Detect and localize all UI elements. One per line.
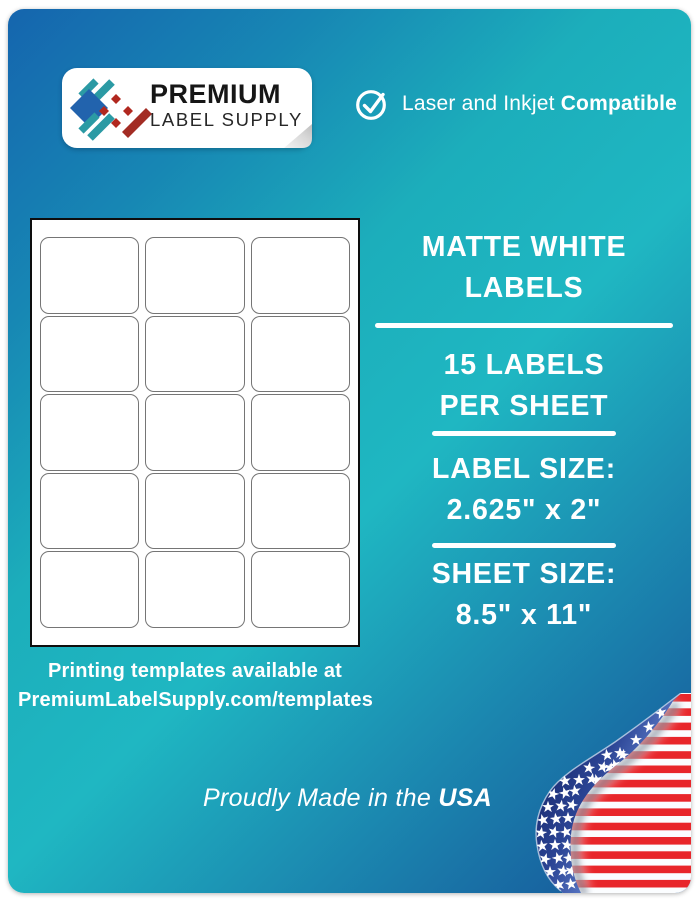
page-fold-icon: [282, 122, 312, 148]
label-cell: [40, 316, 139, 393]
divider: [432, 543, 616, 548]
made-in-highlight: USA: [438, 784, 492, 812]
brand-name-line2: LABEL SUPPLY: [150, 109, 303, 130]
brand-mark-icon: [67, 71, 159, 145]
label-size: [375, 449, 673, 531]
label-cell: [251, 237, 350, 314]
label-cell: [251, 394, 350, 471]
label-cell: [251, 551, 350, 628]
label-cell: [145, 551, 244, 628]
labels-per-sheet-line2: PER SHEET: [439, 390, 609, 422]
sheet-size-label: SHEET SIZE:: [431, 558, 617, 590]
made-in-prefix: Proudly Made in the: [203, 784, 432, 812]
templates-note: [18, 657, 372, 715]
label-cell: [145, 473, 244, 550]
labels-per-sheet: [375, 345, 673, 427]
label-cell: [40, 473, 139, 550]
check-circle-icon: [355, 87, 390, 121]
compatibility-prefix: Laser and Inkjet: [402, 92, 555, 115]
product-title-line2: LABELS: [464, 272, 584, 304]
label-cell: [145, 237, 244, 314]
brand-logo: [62, 68, 312, 148]
templates-note-line2: PremiumLabelSupply.com/templates: [18, 689, 374, 711]
divider: [432, 431, 616, 436]
compatibility-highlight: Compatible: [560, 92, 678, 115]
product-title: [375, 227, 673, 309]
sheet-size-value: 8.5" x 11": [455, 599, 593, 631]
sheet-size: [375, 554, 673, 636]
templates-note-line1: Printing templates available at: [47, 660, 343, 682]
gradient-card: [8, 9, 691, 893]
product-title-line1: MATTE WHITE: [421, 231, 627, 263]
divider: [375, 323, 673, 328]
label-cell: [251, 473, 350, 550]
brand-name: [150, 81, 303, 130]
label-cell: [40, 394, 139, 471]
label-cell: [40, 551, 139, 628]
label-grid: [32, 220, 358, 645]
label-size-label: LABEL SIZE:: [431, 453, 617, 485]
brand-name-line1: PREMIUM: [150, 79, 281, 109]
label-sheet-preview: [30, 218, 360, 647]
compatibility-text: [402, 92, 677, 116]
label-cell: [40, 237, 139, 314]
label-cell: [145, 316, 244, 393]
compatibility-banner: [355, 87, 677, 121]
label-cell: [145, 394, 244, 471]
usa-flag-icon: [515, 693, 691, 893]
label-size-value: 2.625" x 2": [446, 494, 602, 526]
labels-per-sheet-line1: 15 LABELS: [443, 349, 605, 381]
label-cell: [251, 316, 350, 393]
